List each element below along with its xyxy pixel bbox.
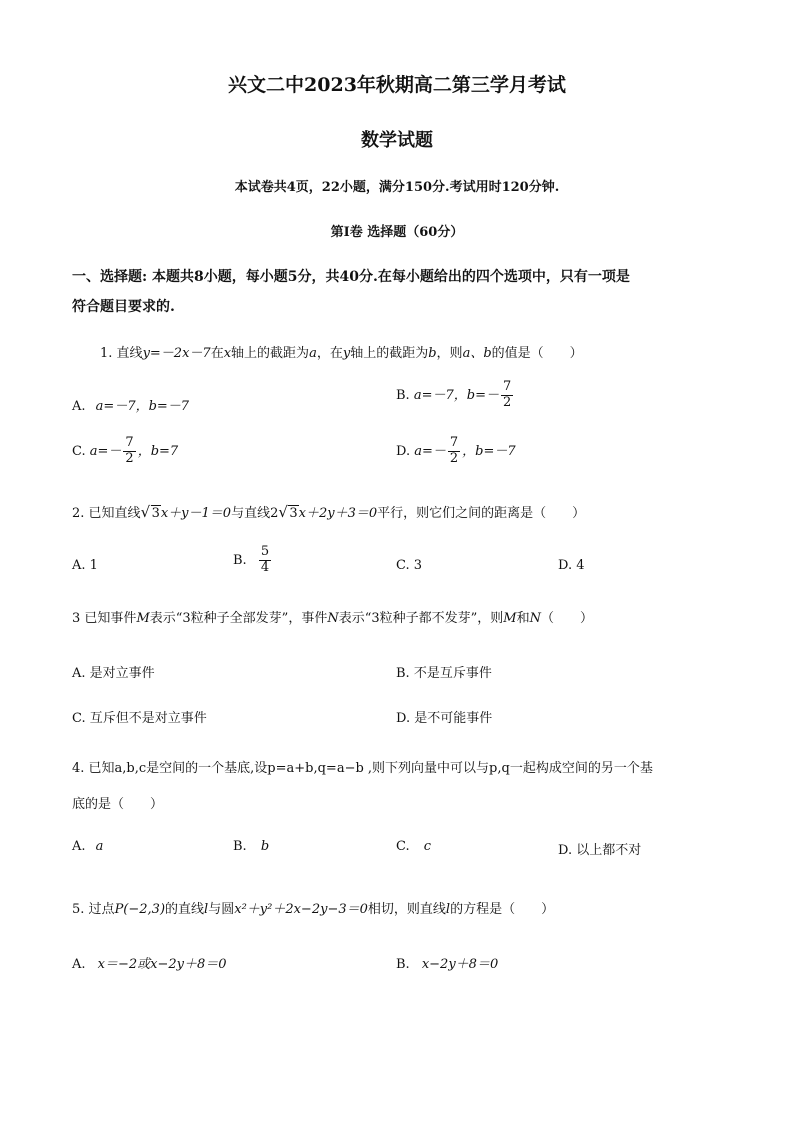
option-label: B. [233, 839, 247, 854]
fraction-den: 4 [260, 559, 270, 575]
q3-text: （ ） [540, 611, 593, 626]
q3-option-b[interactable]: B. 不是互斥事件 [396, 666, 492, 681]
q5-circle: x²＋y²＋2x−2y−3＝0 [234, 902, 368, 917]
question-2-stem [72, 502, 585, 521]
q1-b: b [428, 346, 437, 361]
q5-text: 的方程是（ ） [450, 902, 555, 917]
q3-option-a[interactable]: A. 是对立事件 [72, 666, 155, 681]
q1-option-d[interactable] [396, 436, 516, 467]
fraction [501, 380, 513, 411]
q5-text: 的直线 [165, 902, 205, 917]
q2-text: 已知直线 [88, 506, 141, 521]
sqrt [142, 506, 161, 521]
question-5-stem [72, 898, 554, 917]
q2-text: 平行，则它们之间的距离是（ ） [377, 506, 586, 521]
q1-option-b[interactable] [396, 380, 515, 411]
q5-text: 过点 [88, 902, 115, 917]
q1-text: 轴上的截距为 [231, 346, 310, 361]
q2-eq2: x＋2y＋3＝0 [298, 506, 378, 521]
fraction-den: 2 [449, 450, 459, 466]
q3-text: 表示“3粒种子全部发芽”，事件 [149, 611, 328, 626]
q1-a: a [309, 346, 317, 361]
vector-b: b [260, 839, 270, 854]
q5-text: 相切，则直线 [367, 902, 446, 917]
option-text: a=－7，b=－ [413, 387, 499, 403]
option-label: A. [72, 957, 86, 972]
q5-text: 与圆 [208, 902, 235, 917]
option-label: C. [72, 443, 86, 459]
q1-option-a[interactable] [72, 395, 189, 414]
section-title: 第I卷 选择题（60分） [330, 225, 464, 240]
q3-M: M [136, 611, 150, 626]
fraction-num: 5 [260, 544, 270, 559]
q4-option-a[interactable] [72, 839, 103, 854]
option-label: B. [396, 957, 410, 972]
q3-N: N [529, 611, 541, 626]
q4-option-b[interactable] [233, 839, 269, 854]
exam-subtitle: 数学试题 [361, 130, 433, 151]
option-label: B. [396, 387, 410, 403]
fraction-num: 7 [125, 435, 134, 450]
q4-line2: 底的是（ ） [72, 797, 164, 812]
q4-option-d[interactable]: D. 以上都不对 [558, 843, 642, 858]
question-number: 2. [72, 506, 85, 521]
section1-line1: 一、选择题: 本题共8小题，每小题5分，共40分.在每小题给出的四个选项中，只有一项是 [72, 269, 630, 285]
question-4-stem [72, 757, 653, 776]
q1-equation: y=－2x－7 [142, 346, 211, 361]
exam-title: 兴文二中2023年秋期高二第三学月考试 [228, 74, 566, 96]
q1-x: x [223, 346, 232, 361]
q1-text: ，在 [316, 346, 343, 361]
option-text: ，b=－7 [462, 443, 516, 459]
fraction [259, 545, 271, 576]
q4-line1: 已知a,b,c是空间的一个基底,设p=a+b,q=a−b ,则下列向量中可以与p,q一起构成空间的另一个基 [88, 761, 653, 776]
option-label: A. [72, 399, 86, 414]
q1-option-c[interactable] [72, 436, 178, 467]
q3-option-d[interactable]: D. 是不可能事件 [396, 711, 493, 726]
q2-option-d[interactable]: D. 4 [558, 558, 585, 573]
fraction-num: 7 [449, 435, 459, 450]
q1-text: 在 [210, 346, 224, 361]
q4-option-c[interactable] [396, 839, 431, 854]
q3-text: 表示“3粒种子都不发芽”，则 [338, 611, 504, 626]
fraction-den: 2 [125, 450, 134, 466]
option-label: D. [396, 443, 411, 459]
q1-text: 轴上的截距为 [350, 346, 429, 361]
q5-option-a[interactable] [72, 953, 227, 972]
question-number: 4. [72, 761, 85, 776]
fraction [123, 436, 135, 467]
q3-option-c[interactable]: C. 互斥但不是对立事件 [72, 711, 207, 726]
fraction-den: 2 [502, 394, 512, 410]
q2-option-a[interactable]: A. 1 [72, 558, 98, 573]
q3-N: N [327, 611, 339, 626]
vector-a: a [95, 839, 104, 854]
question-number: 5. [72, 902, 85, 917]
q1-text: ，则 [436, 346, 463, 361]
q3-text: 和 [516, 611, 530, 626]
q2-option-b[interactable] [233, 545, 273, 576]
sqrt-radicand: 3 [151, 506, 160, 521]
sqrt-radicand: 3 [289, 506, 298, 521]
q5-point: P(−2,3) [114, 902, 166, 917]
q1-text: 直线 [116, 346, 143, 361]
q2-text: 与直线2 [231, 506, 279, 521]
q5-option-b[interactable] [396, 953, 498, 972]
exam-info: 本试卷共4页，22小题，满分150分.考试用时120分钟. [234, 180, 560, 195]
option-text: x−2y＋8＝0 [421, 957, 499, 972]
section1-line2: 符合题目要求的. [72, 299, 175, 315]
option-text: a=－ [414, 443, 446, 459]
option-text: x＝−2或x−2y＋8＝0 [97, 957, 227, 972]
option-label: C. [396, 839, 410, 854]
q2-option-c[interactable]: C. 3 [396, 558, 423, 573]
q5-line: l [204, 902, 209, 917]
q1-text: 的值是（ ） [491, 346, 583, 361]
vector-c: c [423, 839, 432, 854]
q3-text: 已知事件 [84, 611, 137, 626]
q2-eq1: x＋y－1＝0 [160, 506, 232, 521]
question-3-stem [72, 607, 593, 626]
sqrt [279, 506, 298, 521]
option-text: ，b=7 [137, 443, 179, 459]
q5-line: l [445, 902, 451, 917]
option-text: a=－ [89, 443, 122, 459]
question-number: 1. [100, 346, 113, 361]
question-1-stem [100, 342, 583, 361]
q3-M: M [503, 611, 517, 626]
fraction [448, 436, 460, 467]
question-number: 3 [72, 611, 81, 626]
option-label: B. [233, 552, 247, 568]
q1-y: y [342, 346, 351, 361]
fraction-num: 7 [502, 379, 512, 394]
option-text: a=－7，b=－7 [95, 399, 190, 414]
q1-ab: a、b [462, 346, 492, 361]
option-label: A. [72, 839, 86, 854]
